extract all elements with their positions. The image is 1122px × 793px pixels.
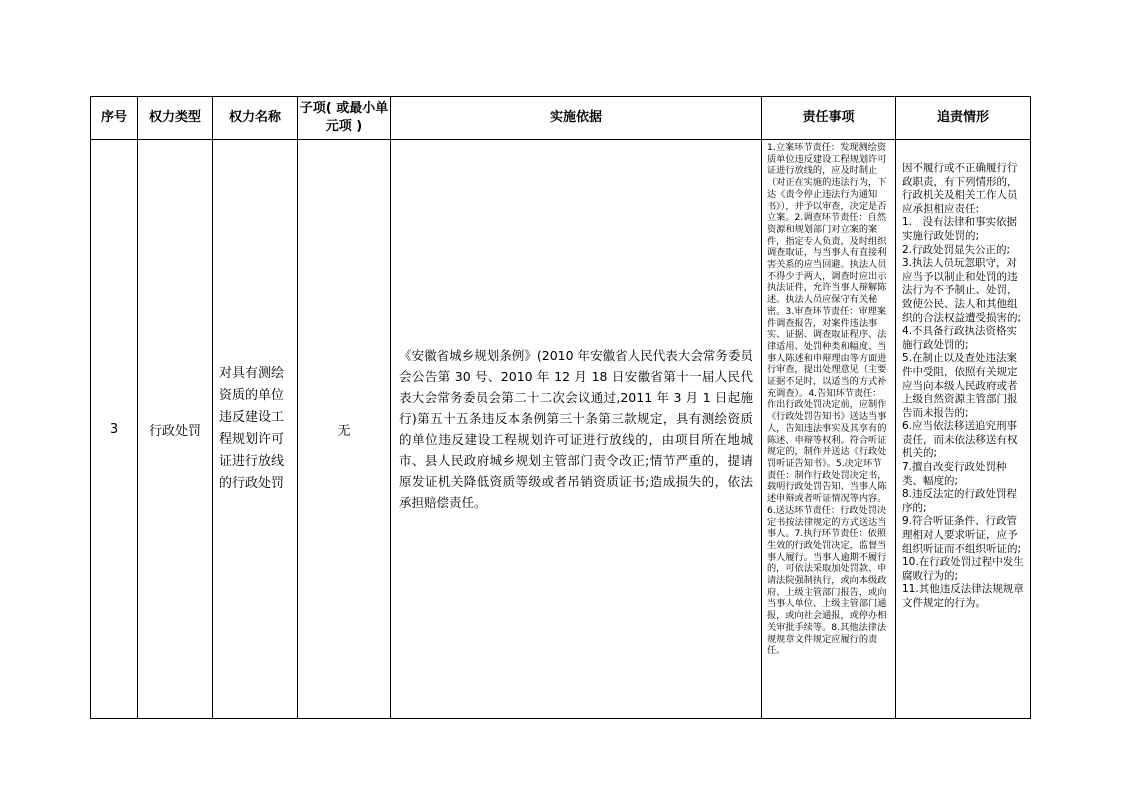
- accountability-item: 11.其他违反法律法规规章文件规定的行为。: [902, 583, 1024, 609]
- accountability-item: 4.不具备行政执法资格实施行政处罚的;: [902, 325, 1018, 351]
- header-basis: 实施依据: [391, 97, 762, 140]
- power-list-table: [90, 96, 1031, 719]
- accountability-intro: 因不履行或不正确履行行政职责，有下列情形的，行政机关及相关工作人员应承担相应责任:: [902, 162, 1018, 215]
- header-responsibility: 责任事项: [762, 97, 896, 140]
- header-subitem: 子项( 或最小单元项 ): [298, 97, 391, 140]
- cell-power-name: 对具有测绘资质的单位违反建设工程规划许可证进行放线的行政处罚: [213, 140, 298, 719]
- header-power-name: 权力名称: [213, 97, 298, 140]
- header-accountability: 追责情形: [896, 97, 1031, 140]
- cell-responsibility: 1.立案环节责任：发现测绘资质单位违反建设工程规划许可证进行放线的，应及时制止（对正在实施的违法行为，下达《责令停止违法行为通知书》），并予以审查，决定是否立案。2.调查环节责任：自然资源和规划部门对立案的案件，指定专人负责，及时组织调查取证，与当事人有直接利害关系的应当回避。执法人员不得少于两人，调查时应出示执法证件，允许当事人辩解陈述。执法人员应保守有关秘密。3.审查环节责任：审理案件调查报告，对案件违法事实、证据、调查取证程序、法律适用、处罚种类和幅度、当事人陈述和申辩理由等方面进行审查，提出处理意见（主要证据不足时，以适当的方式补充调查）。4.告知环节责任：作出行政处罚决定前，应制作《行政处罚告知书》送达当事人，告知违法事实及其享有的陈述、申辩等权利。符合听证规定的，制作并送达《行政处罚听证告知书》。5.决定环节责任：制作行政处罚决定书，载明行政处罚告知、当事人陈述申辩或者听证情况等内容。6.送达环节责任：行政处罚决定书按法律规定的方式送达当事人。7.执行环节责任：依照生效的行政处罚决定，监督当事人履行。当事人逾期不履行的，可依法采取加处罚款、申请法院强制执行，或向本级政府、上级主管部门报告，或向当事人单位、上级主管部门通报，或向社会通报，或停办相关审批手续等。8.其他法律法规规章文件规定应履行的责任。: [762, 140, 896, 719]
- accountability-item: 2.行政处罚显失公正的;: [902, 243, 1011, 256]
- accountability-item: 7.擅自改变行政处罚种类、幅度的;: [902, 461, 1007, 487]
- header-power-type: 权力类型: [138, 97, 213, 140]
- accountability-item: 9.符合听证条件、行政管理相对人要求听证，应予组织听证而不组织听证的;: [902, 515, 1022, 555]
- accountability-item: 8.违反法定的行政处罚程序的;: [902, 488, 1018, 514]
- accountability-item: 3.执法人员玩忽职守，对应当予以制止和处罚的违法行为不予制止、处罚，致使公民、法人和其他组织的合法权益遭受损害的;: [902, 257, 1022, 324]
- table-header-row: [91, 97, 1031, 140]
- cell-seq: 3: [91, 140, 138, 719]
- cell-basis: 《安徽省城乡规划条例》(2010 年安徽省人民代表大会常务委员会公告第 30 号、2010 年 12 月 18 日安徽省第十一届人民代表大会常务委员会第二十二次会议通过,2011 年 3 月 1 日起施行)第五十五条违反本条例第三十条第三款规定，具有测绘资质的单位违反建设工程规划许可证进行放线的，由项目所在地城市、县人民政府城乡规划主管部门责令改正;情节严重的，提请原发证机关降低资质等级或者吊销资质证书;造成损失的，依法承担赔偿责任。: [391, 140, 762, 719]
- accountability-item: 6.应当依法移送追究刑事责任，而未依法移送有权机关的;: [902, 420, 1018, 460]
- cell-accountability: [896, 140, 1031, 719]
- accountability-item: 5.在制止以及查处违法案件中受阻，依照有关规定应当向本级人民政府或者上级自然资源主管部门报告而未报告的;: [902, 352, 1018, 419]
- accountability-item: 1. 没有法律和事实依据实施行政处罚的;: [902, 216, 1018, 242]
- header-seq: 序号: [91, 97, 138, 140]
- cell-power-type: 行政处罚: [138, 140, 213, 719]
- accountability-item: 10.在行政处罚过程中发生腐败行为的;: [902, 556, 1024, 582]
- cell-subitem: 无: [298, 140, 391, 719]
- table-row: [91, 140, 1031, 719]
